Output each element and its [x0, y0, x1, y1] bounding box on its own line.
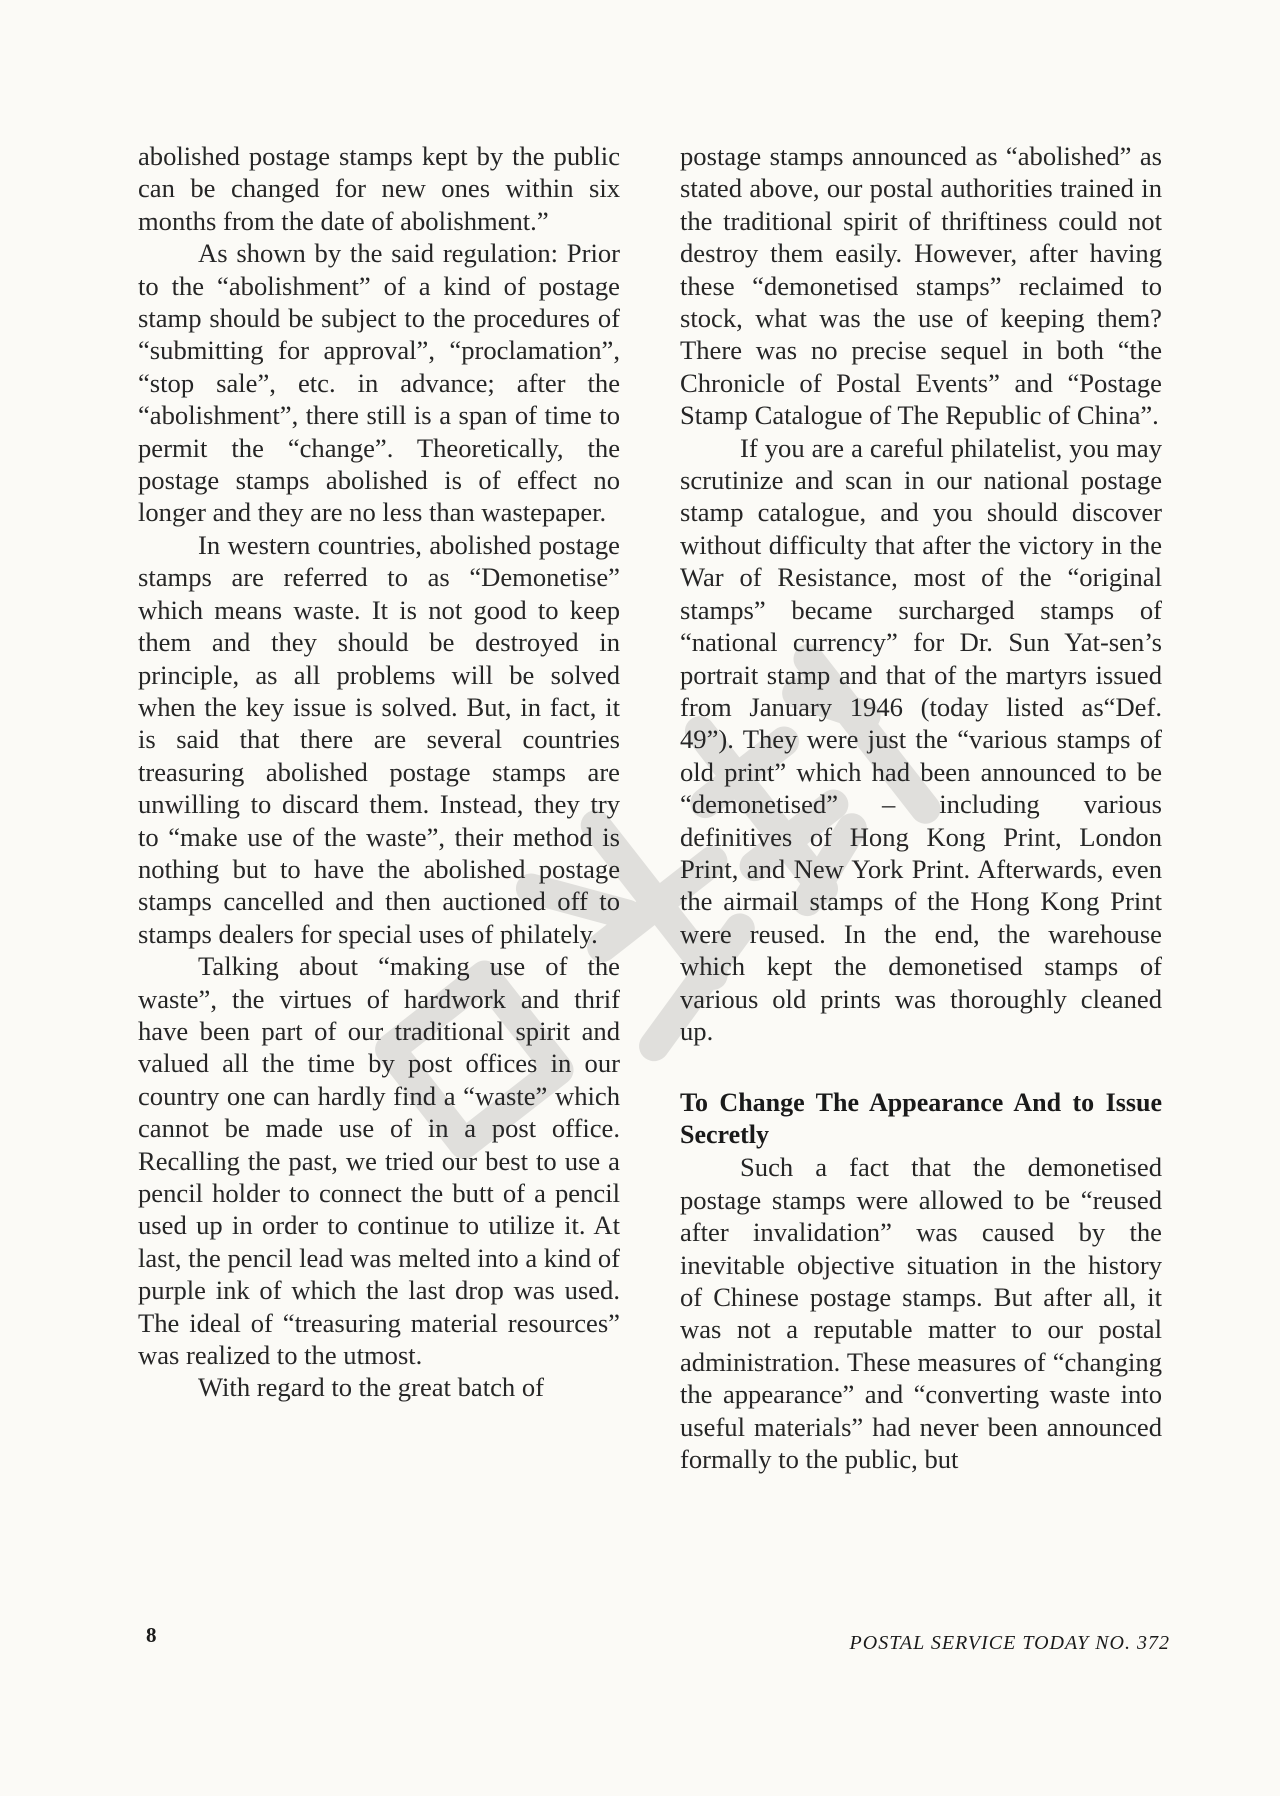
- section-spacer: [680, 1047, 1162, 1087]
- left-column: [138, 140, 620, 1404]
- section-heading: To Change The Appearance And to Issue Secretly: [680, 1088, 1162, 1150]
- left-paragraph: Talking about “making use of the waste”, the virtues of hardwork and thrif have been part of our traditional spirit and valued all the time by post offices in our country one can hardly find a “waste” which cannot be made use of in a post office. Recalling the past, we tried our best to use a pencil holder to connect the butt of a pencil used up in order to continue to utilize it. At last, the pencil lead was melted into a kind of purple ink of which the last drop was used. The ideal of “treasuring material resources” was realized to the utmost.: [138, 951, 620, 1371]
- page-number: 8: [146, 1623, 157, 1647]
- right-paragraph: Such a fact that the demonetised postage stamps were allowed to be “reused after invalidation” was caused by the inevitable objective situation in the history of Chinese postage stamps. But after all, it was not a reputable matter to our postal administration. These measures of “changing the appearance” and “converting waste into useful materials” had never been announced formally to the public, but: [680, 1152, 1162, 1475]
- right-paragraph: postage stamps announced as “abolished” as stated above, our postal authorities trained in the traditional spirit of thriftiness could not destroy them easily. However, after having these “demonetised stamps” reclaimed to stock, what was the use of keeping them? There was no precise sequel in both “the Chronicle of Postal Events” and “Postage Stamp Catalogue of The Republic of China”.: [680, 141, 1162, 431]
- left-paragraph: abolished postage stamps kept by the public can be changed for new ones within six months from the date of abolishment.”: [138, 141, 620, 236]
- left-paragraph: As shown by the said regulation: Prior to the “abolishment” of a kind of postage stamp should be subject to the procedures of “submitting for approval”, “proclamation”, “stop sale”, etc. in advance; after the “abolishment”, there still is a span of time to permit the “change”. Theoretically, the postage stamps abolished is of effect no longer and they are no less than wastepaper.: [138, 238, 620, 528]
- running-footer: POSTAL SERVICE TODAY NO. 372: [849, 1632, 1170, 1654]
- right-column: [680, 140, 1162, 1475]
- left-paragraph: With regard to the great batch of: [198, 1372, 544, 1403]
- right-paragraph: If you are a careful philatelist, you may scrutinize and scan in our national postage stamp catalogue, and you should discover without difficulty that after the victory in the War of Resistance, most of the “original stamps” became surcharged stamps of “national currency” for Dr. Sun Yat-sen’s portrait stamp and that of the martyrs issued from January 1946 (today listed as“Def. 49”). They were just the “various stamps of old print” which had been announced to be “demonetised” – including various definitives of Hong Kong Print, London Print, and New York Print. Afterwards, even the airmail stamps of the Hong Kong Print were reused. In the end, the warehouse which kept the demonetised stamps of various old prints was thoroughly cleaned up.: [680, 432, 1162, 1046]
- left-paragraph: In western countries, abolished postage stamps are referred to as “Demonetise” which means waste. It is not good to keep them and they should be destroyed in principle, as all problems will be solved when the key issue is solved. But, in fact, it is said that there are several countries treasuring abolished postage stamps are unwilling to discard them. Instead, they try to “make use of the waste”, their method is nothing but to have the abolished postage stamps cancelled and then auctioned off to stamps dealers for special uses of philately.: [138, 529, 620, 949]
